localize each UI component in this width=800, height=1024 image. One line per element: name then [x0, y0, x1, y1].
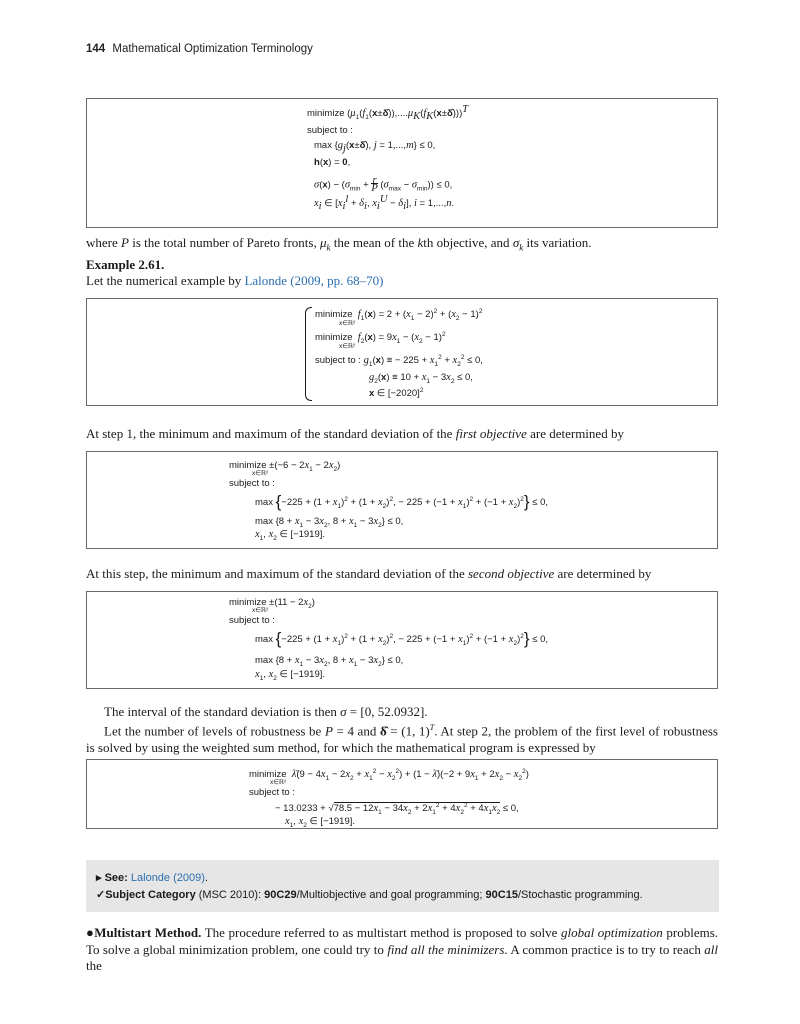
- formula-box-4: [86, 591, 718, 689]
- citation-link[interactable]: Lalonde (2009, pp. 68–70): [244, 273, 384, 288]
- formula-subscript: x∈ℝ²: [339, 320, 356, 327]
- formula-line: $g_2(x) \equiv 10 + x_1 - 3x_2 \le 0$,: [369, 372, 473, 385]
- formula-line: minimize $(\mu_1(f_1(x\pm\deltâ)),....\mu_K(f_K(x\pm\deltâ)))^T$: [307, 103, 469, 122]
- paragraph-step-second: At this step, the minimum and maximum of the standard deviation of the second objective are determined by: [86, 566, 652, 581]
- formula-box-3: [86, 451, 718, 549]
- subject-category-line: ✓Subject Category (MSC 2010): 90C29/Multiobjective and goal programming; 90C15/Stochastic programming.: [96, 889, 643, 901]
- formula-line: subject to :: [229, 478, 275, 489]
- paragraph-multistart: ●Multistart Method. The procedure referred to as multistart method is proposed to solve global optimization problems. To solve a global minimization problem, one could try to find all the minimizers. A common practice is to try to reach all the: [86, 925, 719, 973]
- formula-line: $x_1$, $x_2$ ∈ [−1919].: [255, 529, 326, 542]
- paragraph-robustness: Let the number of levels of robustness be P = 4 and δ̂ = (1, 1)$^T$. At step 2, the problem of the first level of robustness is solved by using the weighted sum method, for which the mathematical program is expressed by: [86, 723, 718, 755]
- formula-line: $x_1$, $x_2$ ∈ [−1919].: [255, 669, 326, 682]
- formula-line: $\sigma(x) - (\sigma_{min} + r$ P $(\sigma_{max} - \sigma_{min})) \le 0$,: [314, 175, 453, 194]
- formula-box-1: [86, 98, 718, 228]
- formula-line: subject to :: [307, 125, 353, 136]
- formula-line: minimize λ̄(9 − $4x_1 - 2x_2 + x_1^2 - x_2^2) + (1$ − λ̄)(−2 + $9x_1 + 2x_2 - x_2^2$): [249, 767, 529, 782]
- formula-subscript: x∈ℝ²: [339, 343, 356, 350]
- formula-line: − $13.0233 + √78.5 - 12x_1 - 34x_2 + 2x_1^2 + 4x_2^2 + 4x_1x_2 \le 0$,: [275, 801, 519, 816]
- paragraph-step1: At step 1, the minimum and maximum of the standard deviation of the first objective are determined by: [86, 426, 624, 441]
- formula-line: subject to :: [249, 787, 295, 798]
- left-brace: [305, 307, 312, 401]
- see-also-box: [86, 860, 719, 912]
- formula-line: minimize $f_2(x) = 9x_1 - (x_2 - 1)^2$: [315, 330, 446, 345]
- formula-subscript: x∈ℝ²: [252, 607, 269, 614]
- running-header: [86, 43, 313, 55]
- paragraph-interval: The interval of the standard deviation is then σ = [0, 52.0932].: [104, 704, 428, 719]
- page-number: 144: [86, 43, 106, 55]
- formula-line: subject to : $g_1(x)$ ≡ − $225 + x_1^2 + x_2^2 \le 0$,: [315, 353, 483, 368]
- formula-line: x ∈ $[-2020]^2$: [369, 386, 424, 399]
- formula-line: h(x) = 0,: [314, 157, 351, 168]
- formula-line: $\max \{-225 + (1 + x_1)^2 + (1 + x_2)^2$, − $225 + (-1 + x_1)^2 + (-1 + x_2)^2\} \le 0$,: [255, 629, 548, 648]
- formula-line: $\max \{8 + x_1 - 3x_2$, $8 + x_1 - 3x_2\} \le 0$,: [255, 516, 404, 529]
- running-title: Mathematical Optimization Terminology: [112, 43, 313, 55]
- formula-box-2: [86, 298, 718, 406]
- formula-line: $\max \{-225 + (1 + x_1)^2 + (1 + x_2)^2$, − $225 + (-1 + x_1)^2 + (-1 + x_2)^2\} \le 0$,: [255, 492, 548, 511]
- formula-box-5: [86, 759, 718, 829]
- example-intro: Let the numerical example by Lalonde (2009, pp. 68–70): [86, 273, 384, 288]
- formula-line: $\max \{g_j(x\pm\deltâ)$, j = 1,...,m} ≤ 0,: [314, 140, 436, 154]
- example-title: Example 2.61.: [86, 257, 165, 272]
- see-line: ▸ See: Lalonde (2009).: [96, 872, 208, 884]
- formula-line: $x_1$, $x_2$ ∈ [−1919].: [285, 816, 356, 829]
- formula-line: $\max \{8 + x_1 - 3x_2$, $8 + x_1 - 3x_2\} \le 0$,: [255, 655, 404, 668]
- formula-line: minimize $\pm(11 - 2x_2)$: [229, 597, 315, 610]
- formula-subscript: x∈ℝ²: [270, 779, 287, 786]
- paragraph-pareto: where P is the total number of Pareto fronts, $\mu_k$ the mean of the kth objective, and $\sigma_k$ its variation.: [86, 235, 592, 253]
- formula-line: $x_i$ ∈ [$x_i^l + \delta_i$, $x_i^U - \delta_i$], i = 1,...,n.: [314, 193, 455, 212]
- formula-line: subject to :: [229, 615, 275, 626]
- formula-subscript: x∈ℝ²: [252, 470, 269, 477]
- see-reference-link[interactable]: Lalonde (2009): [130, 872, 205, 884]
- formula-line: minimize $\pm(-6 - 2x_1 - 2x_2)$: [229, 460, 341, 473]
- formula-line: minimize $f_1(x) = 2 + (x_1 - 2)^2 + (x_2 - 1)^2$: [315, 307, 483, 322]
- entry-title: Multistart Method.: [94, 925, 202, 940]
